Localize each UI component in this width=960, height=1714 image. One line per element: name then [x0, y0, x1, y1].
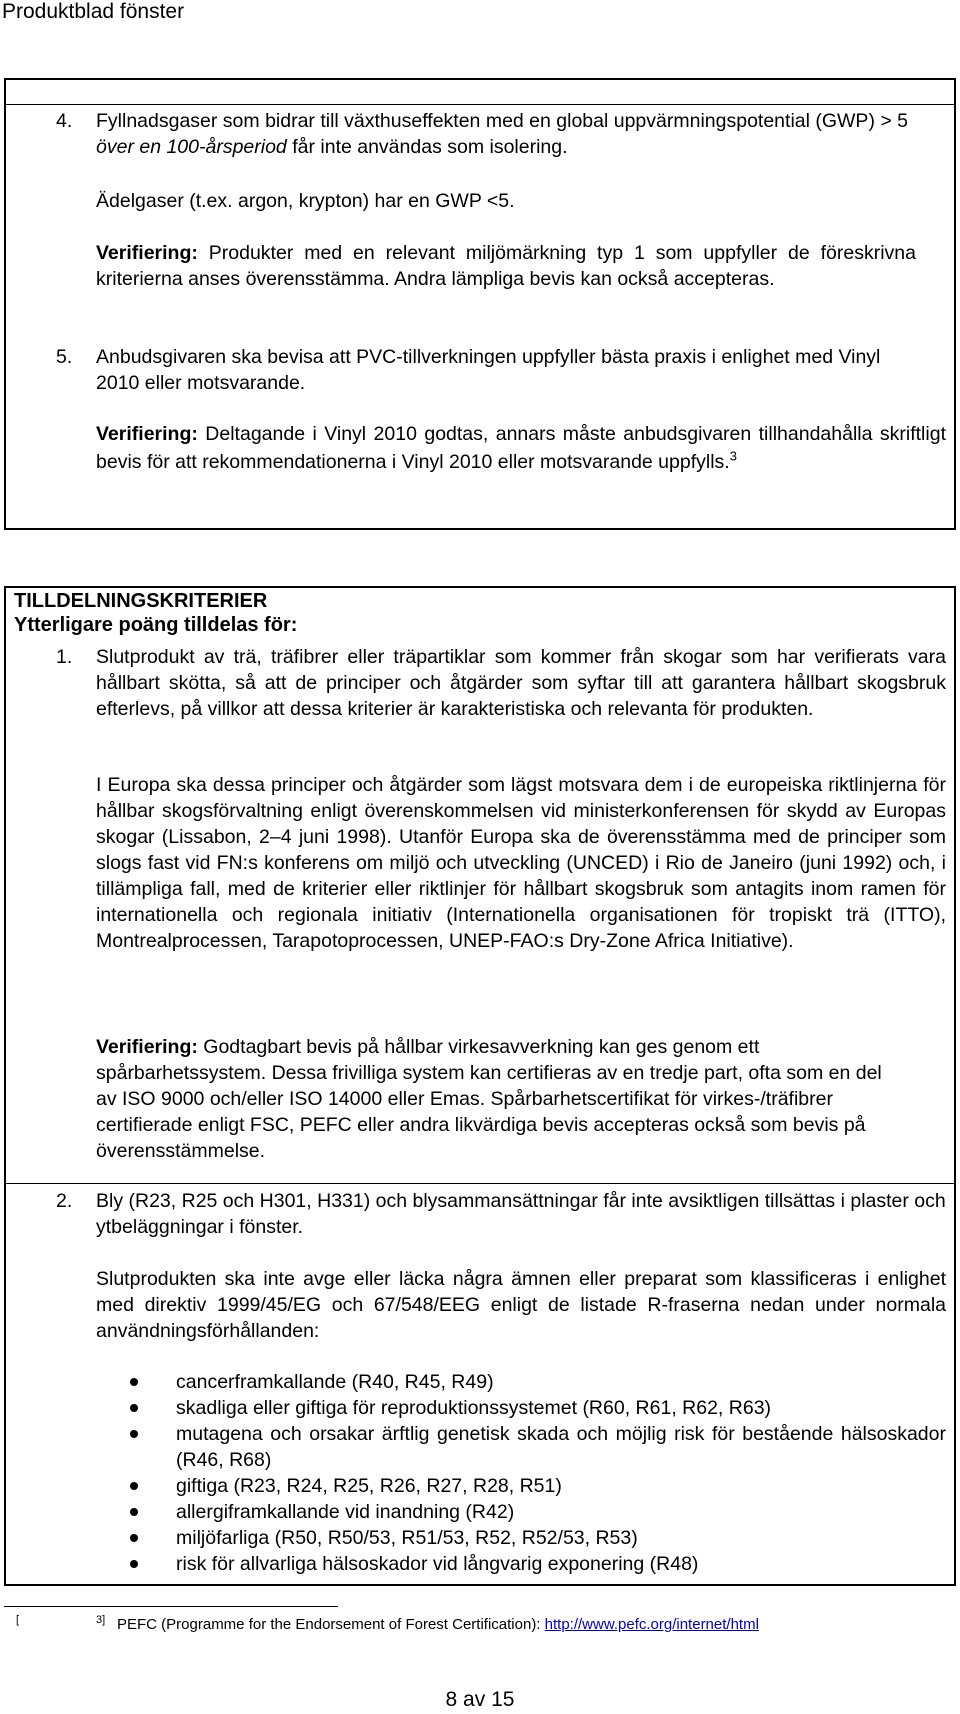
award-box-divider — [4, 1183, 956, 1184]
item-5-number: 5. — [56, 346, 73, 368]
document-header-title: Produktblad fönster — [2, 0, 185, 23]
award-item-1-verification: Verifiering: Godtagbart bevis på hållbar virkesavverkning kan ges genom ett spårbarhetssystem. Dessa frivilliga system kan certifieras av en tredje part, ofta som en del av ISO 9000 och/eller ISO 14000 eller Emas. Spårbarhetscertifikat för virkes-/träfibrer certifierade enligt FSC, PEFC eller andra likvärdiga bevis accepteras också som bevis på överensstämmelse. — [96, 1036, 882, 1162]
bullet-dot — [130, 1534, 138, 1542]
award-item-1-p2: I Europa ska dessa principer och åtgärder som lägst motsvara dem i de europeiska riktlinjerna för hållbar skogsförvaltning enligt överenskommelsen vid ministerkonferensen för skydd av Europas skogar (Lissabon, 2–4 juni 1998). Utanför Europa ska de överensstämma med de principer som slogs fast vid FN:s konferens om miljö och utveckling (UNCED) i Rio de Janeiro (juni 1992) och, i tillämpliga fall, med de kriterier eller riktlinjer för hållbart skogsbruk som antagits inom ramen för internationella och regionala initiativ (Internationella organisationen för tropiskt trä (ITTO), Montrealprocessen, Tarapotoprocessen, UNEP-FAO:s Dry-Zone Africa Initiative). — [96, 774, 946, 952]
noble-gases-note: Ädelgaser (t.ex. argon, krypton) har en GWP <5. — [96, 190, 515, 212]
bullet-dot — [130, 1404, 138, 1412]
bullet-item: giftiga (R23, R24, R25, R26, R27, R28, R51) — [176, 1475, 562, 1497]
bullet-item: mutagena och orsakar ärftlig genetisk skada och möjlig risk för bestående hälsoskador (R46, R68) — [176, 1423, 946, 1471]
bullet-item: allergiframkallande vid inandning (R42) — [176, 1501, 515, 1523]
footnote-bracket: [ — [16, 1614, 20, 1626]
bullet-item: skadliga eller giftiga för reproduktionssystemet (R60, R61, R62, R63) — [176, 1397, 772, 1419]
footnote-separator — [4, 1606, 338, 1607]
footnote-number: 3] — [96, 1614, 106, 1626]
page-number: 8 av 15 — [445, 1688, 515, 1711]
bullet-dot — [130, 1378, 138, 1386]
footnote-ref: 3 — [729, 448, 737, 464]
bullet-dot — [130, 1430, 138, 1438]
bullet-dot — [130, 1508, 138, 1516]
item-5-verification: Verifiering: Deltagande i Vinyl 2010 godtas, annars måste anbudsgivaren tillhandahålla skriftligt bevis för att rekommendationerna i Vinyl 2010 eller motsvarande uppfylls.$^3$ — [96, 423, 946, 473]
item-4-number: 4. — [56, 110, 73, 132]
pefc-link[interactable]: http://www.pefc.org/internet/html — [544, 1616, 759, 1633]
award-criteria-subheading: Ytterligare poäng tilldelas för: — [14, 614, 298, 636]
bullet-dot — [130, 1560, 138, 1568]
bullet-dot — [130, 1482, 138, 1490]
award-item-1-p1: Slutprodukt av trä, träfibrer eller träpartiklar som kommer från skogar som har verifierats vara hållbart skötta, så att de principer och åtgärder som syftar till att garantera hållbart skogsbruk efterlevs, på villkor att dessa kriterier är karakteristiska och relevanta för produkten. — [96, 646, 946, 720]
award-criteria-heading: TILLDELNINGSKRITERIER — [14, 590, 268, 612]
award-item-1-number: 1. — [56, 646, 73, 668]
item-5-text: Anbudsgivaren ska bevisa att PVC-tillverkningen uppfyller bästa praxis i enlighet med Vinyl 2010 eller motsvarande. — [96, 346, 881, 394]
footnote-text: PEFC (Programme for the Endorsement of Forest Certification): http://www.pefc.org/internet/html — [117, 1616, 759, 1633]
box-top-divider — [4, 104, 956, 105]
bullet-item: risk för allvarliga hälsoskador vid långvarig exponering (R48) — [176, 1553, 699, 1575]
award-item-2-p2: Slutprodukten ska inte avge eller läcka några ämnen eller preparat som klassificeras i enlighet med direktiv 1999/45/EG och 67/548/EEG enligt de listade R-fraserna nedan under normala användningsförhållanden: — [96, 1268, 946, 1342]
award-item-2-number: 2. — [56, 1190, 73, 1212]
bullet-item: cancerframkallande (R40, R45, R49) — [176, 1371, 494, 1393]
bullet-item: miljöfarliga (R50, R50/53, R51/53, R52, R52/53, R53) — [176, 1527, 638, 1549]
item-4-text: Fyllnadsgaser som bidrar till växthuseffekten med en global uppvärmningspotential (GWP) > 5 över en 100-årsperiod får inte användas som isolering. — [96, 110, 909, 158]
award-item-2-p1: Bly (R23, R25 och H301, H331) och blysammansättningar får inte avsiktligen tillsättas i plaster och ytbeläggningar i fönster. — [96, 1190, 946, 1238]
item-4-verification: Verifiering: Produkter med en relevant miljömärkning typ 1 som uppfyller de föreskrivna kriterierna anses överensstämma. Andra lämpliga bevis kan också accepteras. — [96, 242, 916, 290]
